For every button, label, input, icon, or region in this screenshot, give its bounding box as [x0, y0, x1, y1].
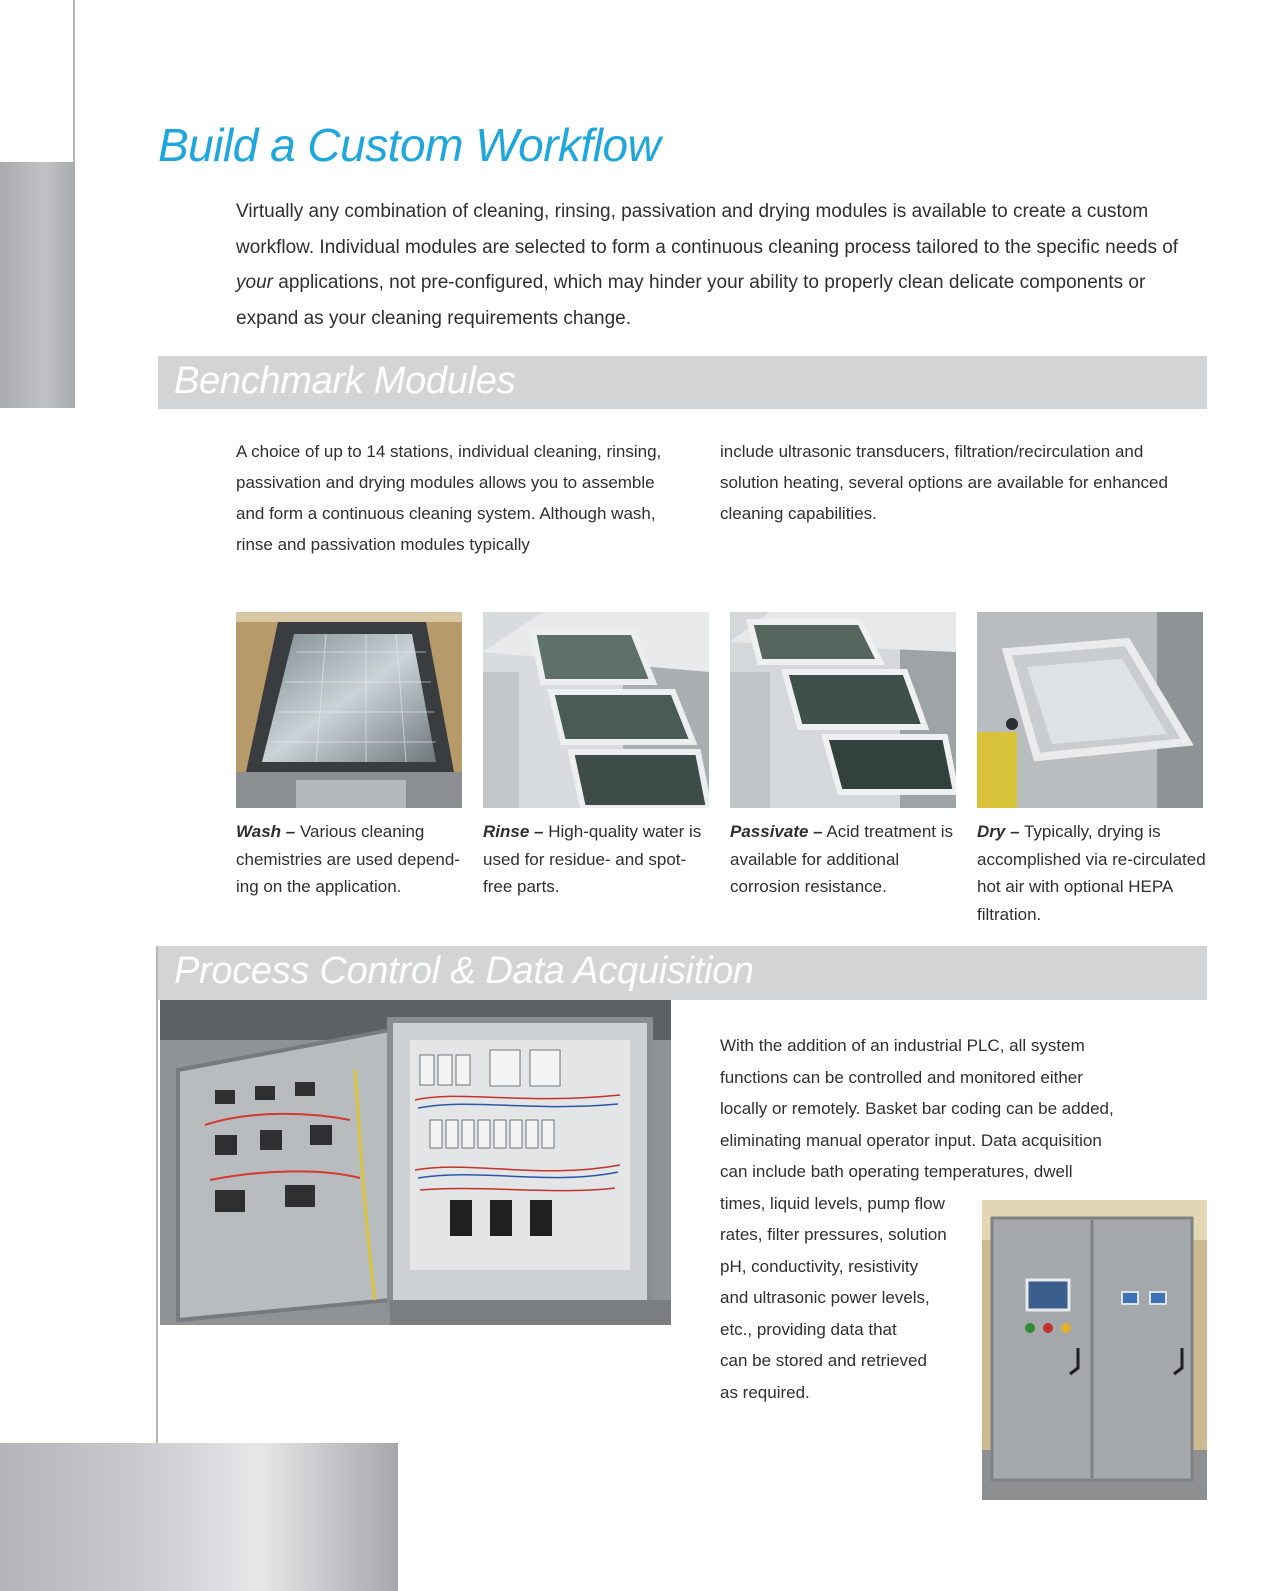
process-line: locally or remotely. Basket bar coding can be added,: [720, 1099, 1114, 1118]
process-line: With the addition of an industrial PLC, all system: [720, 1036, 1085, 1055]
benchmark-text-column-1: A choice of up to 14 stations, individual cleaning, rinsing, passivation and drying modules allows you to assemble and form a continuous cleaning system. Although wash, rinse and passivation modules typically: [236, 442, 662, 554]
benchmark-heading: Benchmark Modules: [174, 360, 516, 402]
process-line: pH, conductivity, resistivity: [720, 1256, 919, 1276]
passivate-caption-text: Acid treatment is available for additional corrosion resistance.: [730, 822, 954, 896]
passivate-module-photo: [730, 612, 956, 808]
process-line: eliminating manual operator input. Data acquisition: [720, 1130, 1102, 1150]
dry-caption: [977, 818, 1207, 928]
benchmark-heading-band: [158, 356, 1207, 409]
left-margin-rule: [73, 0, 75, 162]
rinse-caption-title: Rinse –: [483, 822, 544, 841]
rinse-caption-text: High-quality water is used for residue- and spot-free parts.: [483, 822, 702, 896]
dry-caption-text: Typically, drying is accomplished via re-circulated hot air with optional HEPA filtration.: [977, 822, 1206, 924]
process-line: and ultrasonic power levels,: [720, 1288, 930, 1307]
dry-module-photo: [977, 612, 1203, 808]
process-line: times, liquid levels, pump flow: [720, 1193, 945, 1213]
rinse-module-photo: [483, 612, 709, 808]
page-title: Build a Custom Workflow: [158, 119, 661, 171]
rinse-caption: [483, 818, 713, 901]
intro-emphasis: your: [236, 272, 273, 293]
process-heading: Process Control & Data Acquisition: [174, 950, 754, 992]
process-line: can include bath operating temperatures, dwell: [720, 1162, 1073, 1181]
wash-caption-title: Wash –: [236, 822, 296, 841]
wash-module-photo: [236, 612, 462, 808]
process-paragraph: [720, 1030, 1120, 1408]
process-heading-band: [158, 946, 1207, 1000]
side-tab: [0, 162, 75, 408]
intro-text-before: Virtually any combination of cleaning, rinsing, passivation and drying modules is available to create a custom workflow. Individual modules are selected to form a continuous cleaning process tailored to the specific needs of: [236, 201, 1179, 258]
process-line: etc., providing data that: [720, 1319, 897, 1339]
passivate-caption-title: Passivate –: [730, 822, 823, 841]
intro-text-after: applications, not pre-configured, which may hinder your ability to properly clean delicate components or expand as your cleaning requirements change.: [236, 272, 1146, 329]
wash-caption-text: Various cleaning chemistries are used depend-ing on the application.: [236, 822, 460, 896]
process-line: rates, filter pressures, solution: [720, 1225, 947, 1244]
section-rule: [156, 946, 158, 1443]
process-line: as required.: [720, 1382, 810, 1402]
intro-paragraph: [236, 194, 1186, 336]
control-panel-photo: [160, 1000, 671, 1325]
process-line: can be stored and retrieved: [720, 1351, 927, 1370]
wash-caption: [236, 818, 466, 901]
passivate-caption: [730, 818, 960, 901]
benchmark-text-column-2: include ultrasonic transducers, filtration/recirculation and solution heating, several options are available for enhanced cleaning capabilities.: [720, 442, 1168, 523]
process-line: functions can be controlled and monitored either: [720, 1067, 1083, 1087]
dry-caption-title: Dry –: [977, 822, 1020, 841]
bottom-tab: [0, 1443, 398, 1591]
